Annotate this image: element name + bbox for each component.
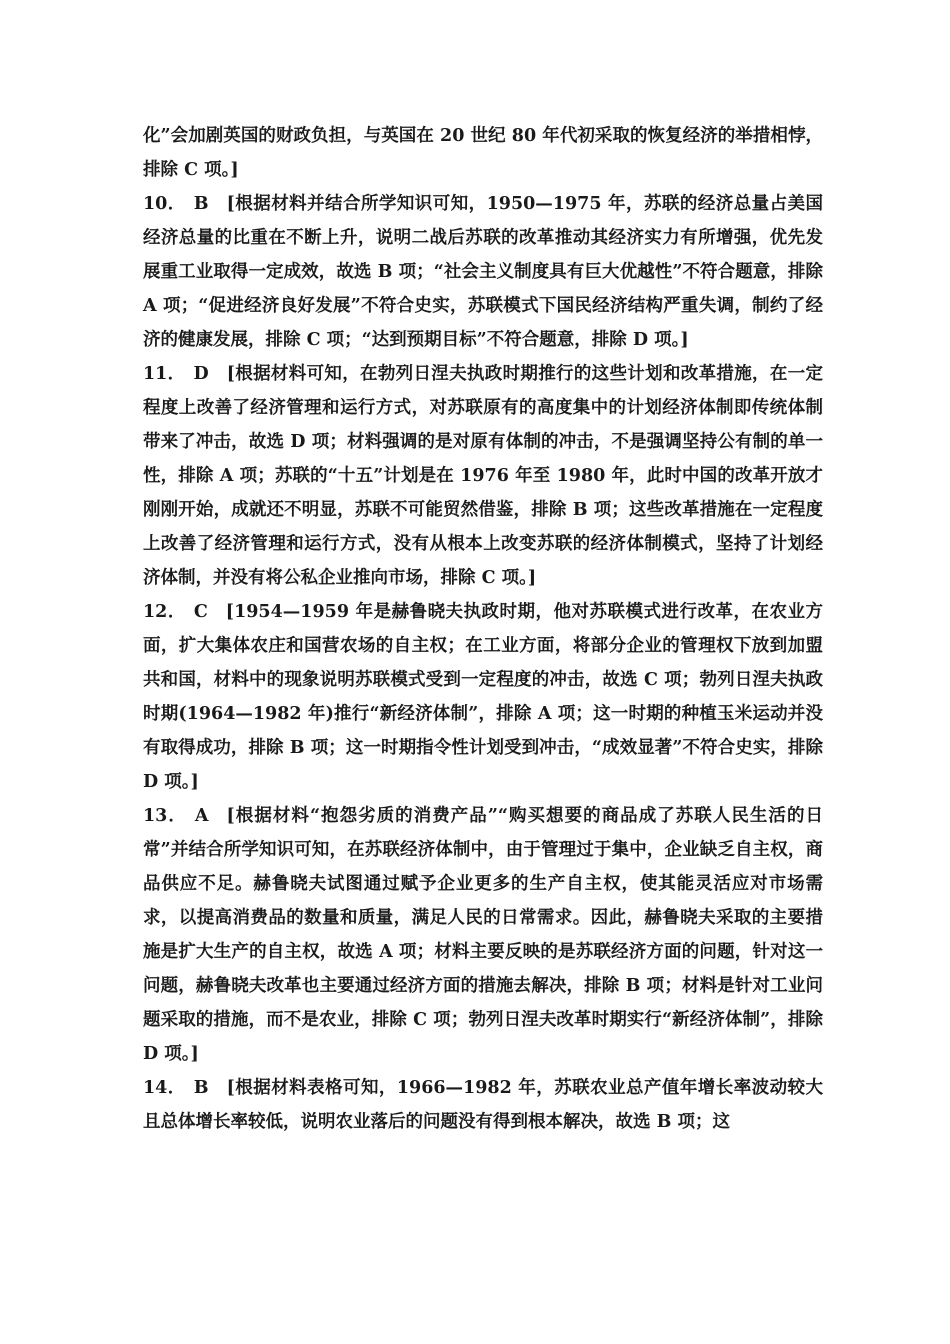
answer-explanation: [根据材料“抱怨劣质的消费产品”“购买想要的商品成了苏联人民生活的日常”并结合所学知识可知，在苏联经济体制中，由于管理过于集中，企业缺乏自主权，商品供应不足。赫鲁晓夫试图通过赋予企业更多的生产自主权，使其能灵活应对市场需求，以提高消费品的数量和质量，满足人民的日常需求。因此，赫鲁晓夫采取的主要措施是扩大生产的自主权，故选 A 项；材料主要反映的是苏联经济方面的问题，针对这一问题，赫鲁晓夫改革也主要通过经济方面的措施去解决，排除 B 项；材料是针对工业问题采取的措施，而不是农业，排除 C 项；勃列日涅夫改革时期实行“新经济体制”，排除 D 项。] xyxy=(143,806,823,1064)
answer-number: 13． xyxy=(143,806,187,826)
answer-explanations xyxy=(143,119,823,1139)
answer-item-14 xyxy=(143,1071,823,1139)
answer-number: 10． xyxy=(143,194,186,214)
answer-choice: B xyxy=(193,194,209,214)
answer-choice: D xyxy=(193,364,209,384)
answer-item-12 xyxy=(143,595,823,799)
answer-item-11 xyxy=(143,357,823,595)
continuation-paragraph: 化”会加剧英国的财政负担，与英国在 20 世纪 80 年代初采取的恢复经济的举措相悖，排除 C 项。] xyxy=(143,126,823,180)
answer-number: 14． xyxy=(143,1078,186,1098)
answer-choice: C xyxy=(193,602,208,622)
answer-number: 11． xyxy=(143,364,186,384)
answer-item-13 xyxy=(143,799,823,1071)
answer-choice: A xyxy=(194,806,209,826)
answer-explanation: [1954—1959 年是赫鲁晓夫执政时期，他对苏联模式进行改革，在农业方面，扩大集体农庄和国营农场的自主权；在工业方面，将部分企业的管理权下放到加盟共和国，材料中的现象说明苏联模式受到一定程度的冲击，故选 C 项；勃列日涅夫执政时期(1964—1982 年)推行“新经济体制”，排除 A 项；这一时期的种植玉米运动并没有取得成功，排除 B 项；这一时期指令性计划受到冲击，“成效显著”不符合史实，排除 D 项。] xyxy=(143,602,823,792)
answer-explanation: [根据材料可知，在勃列日涅夫执政时期推行的这些计划和改革措施，在一定程度上改善了经济管理和运行方式，对苏联原有的高度集中的计划经济体制即传统体制带来了冲击，故选 D 项；材料强调的是对原有体制的冲击，不是强调坚持公有制的单一性，排除 A 项；苏联的“十五”计划是在 1976 年至 1980 年，此时中国的改革开放才刚刚开始，成就还不明显，苏联不可能贸然借鉴，排除 B 项；这些改革措施在一定程度上改善了经济管理和运行方式，没有从根本上改变苏联的经济体制模式，坚持了计划经济体制，并没有将公私企业推向市场，排除 C 项。] xyxy=(143,364,823,588)
answer-item-10 xyxy=(143,187,823,357)
answer-number: 12． xyxy=(143,602,186,622)
answer-choice: B xyxy=(193,1078,209,1098)
answer-explanation: [根据材料表格可知，1966—1982 年，苏联农业总产值年增长率波动较大且总体增长率较低，说明农业落后的问题没有得到根本解决，故选 B 项；这 xyxy=(143,1078,823,1132)
answer-explanation: [根据材料并结合所学知识可知，1950—1975 年，苏联的经济总量占美国经济总量的比重在不断上升，说明二战后苏联的改革推动其经济实力有所增强，优先发展重工业取得一定成效，故选 B 项；“社会主义制度具有巨大优越性”不符合题意，排除 A 项；“促进经济良好发展”不符合史实，苏联模式下国民经济结构严重失调，制约了经济的健康发展，排除 C 项；“达到预期目标”不符合题意，排除 D 项。] xyxy=(143,194,823,350)
